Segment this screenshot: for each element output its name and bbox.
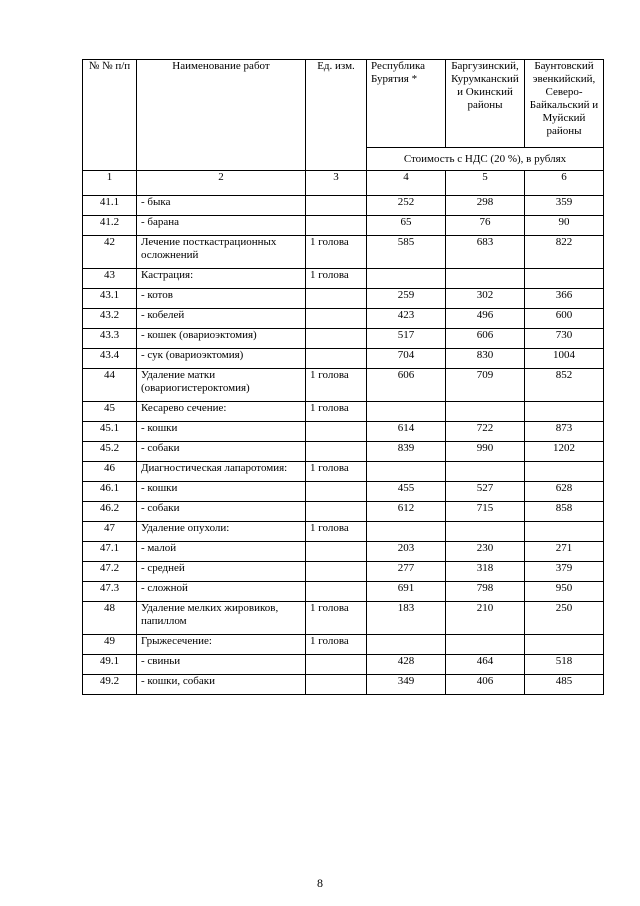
row-unit — [306, 422, 367, 442]
header-number: № № п/п — [83, 60, 137, 171]
table-row — [83, 329, 604, 349]
row-work-name: Удаление мелких жировиков, папиллом — [137, 602, 306, 635]
row-price-barguzin: 76 — [446, 216, 525, 236]
row-price-barguzin: 715 — [446, 502, 525, 522]
row-unit — [306, 216, 367, 236]
row-unit: 1 голова — [306, 369, 367, 402]
column-index-cell: 1 — [83, 171, 137, 196]
row-unit — [306, 542, 367, 562]
row-unit: 1 голова — [306, 602, 367, 635]
row-unit — [306, 582, 367, 602]
row-price-bauntov: 730 — [525, 329, 604, 349]
row-price-barguzin: 298 — [446, 196, 525, 216]
row-number: 47.1 — [83, 542, 137, 562]
row-unit — [306, 675, 367, 695]
row-price-barguzin: 302 — [446, 289, 525, 309]
row-unit: 1 голова — [306, 462, 367, 482]
table-row — [83, 522, 604, 542]
row-price-bauntov: 822 — [525, 236, 604, 269]
row-price-bauntov: 950 — [525, 582, 604, 602]
table-row — [83, 635, 604, 655]
row-price-barguzin — [446, 522, 525, 542]
row-price-buryatia: 691 — [367, 582, 446, 602]
row-price-buryatia: 259 — [367, 289, 446, 309]
row-price-barguzin: 230 — [446, 542, 525, 562]
row-number: 47.2 — [83, 562, 137, 582]
row-unit — [306, 502, 367, 522]
row-number: 41.2 — [83, 216, 137, 236]
row-price-barguzin: 830 — [446, 349, 525, 369]
column-index-cell: 5 — [446, 171, 525, 196]
row-price-bauntov: 1202 — [525, 442, 604, 462]
table-row — [83, 562, 604, 582]
row-price-buryatia — [367, 462, 446, 482]
row-work-name: - быка — [137, 196, 306, 216]
table-row — [83, 582, 604, 602]
row-price-bauntov — [525, 635, 604, 655]
row-number: 43 — [83, 269, 137, 289]
row-unit: 1 голова — [306, 635, 367, 655]
row-number: 43.4 — [83, 349, 137, 369]
table-row — [83, 675, 604, 695]
row-number: 43.2 — [83, 309, 137, 329]
table-row — [83, 502, 604, 522]
row-number: 41.1 — [83, 196, 137, 216]
row-unit — [306, 309, 367, 329]
row-number: 45 — [83, 402, 137, 422]
row-work-name: - малой — [137, 542, 306, 562]
row-price-buryatia: 252 — [367, 196, 446, 216]
table-row — [83, 602, 604, 635]
row-work-name: - кошки — [137, 482, 306, 502]
header-unit: Ед. изм. — [306, 60, 367, 171]
header-cost-note: Стоимость с НДС (20 %), в рублях — [367, 148, 604, 171]
row-work-name: - средней — [137, 562, 306, 582]
row-work-name: Удаление матки (овариогистероктомия) — [137, 369, 306, 402]
header-work-name: Наименование работ — [137, 60, 306, 171]
row-number: 46 — [83, 462, 137, 482]
row-price-barguzin: 722 — [446, 422, 525, 442]
row-price-bauntov: 1004 — [525, 349, 604, 369]
row-price-barguzin — [446, 462, 525, 482]
row-unit — [306, 442, 367, 462]
column-index-cell: 4 — [367, 171, 446, 196]
row-price-buryatia: 349 — [367, 675, 446, 695]
row-price-barguzin — [446, 635, 525, 655]
row-price-buryatia: 606 — [367, 369, 446, 402]
row-price-buryatia — [367, 269, 446, 289]
row-price-bauntov: 379 — [525, 562, 604, 582]
header-region-bauntov: Баунтовский эвенкийский, Северо-Байкальский и Муйский районы — [525, 60, 604, 148]
row-price-bauntov: 90 — [525, 216, 604, 236]
table-row — [83, 289, 604, 309]
table-row — [83, 349, 604, 369]
row-work-name: Грыжесечение: — [137, 635, 306, 655]
row-price-buryatia — [367, 522, 446, 542]
row-price-bauntov: 250 — [525, 602, 604, 635]
row-price-barguzin: 210 — [446, 602, 525, 635]
row-number: 47.3 — [83, 582, 137, 602]
row-price-barguzin: 709 — [446, 369, 525, 402]
table-header — [83, 60, 604, 196]
row-work-name: Удаление опухоли: — [137, 522, 306, 542]
header-region-buryatia: Республика Бурятия * — [367, 60, 446, 148]
page-number: 8 — [317, 876, 323, 890]
row-unit — [306, 196, 367, 216]
row-price-bauntov: 271 — [525, 542, 604, 562]
row-number: 49 — [83, 635, 137, 655]
row-price-buryatia: 704 — [367, 349, 446, 369]
row-work-name: - кошки, собаки — [137, 675, 306, 695]
row-price-bauntov: 366 — [525, 289, 604, 309]
table-row — [83, 422, 604, 442]
table-body — [83, 196, 604, 695]
row-number: 48 — [83, 602, 137, 635]
row-work-name: - собаки — [137, 502, 306, 522]
table-row — [83, 236, 604, 269]
column-index-cell: 6 — [525, 171, 604, 196]
row-price-barguzin: 683 — [446, 236, 525, 269]
row-price-buryatia: 585 — [367, 236, 446, 269]
row-work-name: - барана — [137, 216, 306, 236]
row-price-bauntov — [525, 269, 604, 289]
row-unit — [306, 329, 367, 349]
row-price-buryatia: 614 — [367, 422, 446, 442]
row-work-name: Лечение посткастрационных осложнений — [137, 236, 306, 269]
row-work-name: Диагностическая лапаротомия: — [137, 462, 306, 482]
row-number: 46.1 — [83, 482, 137, 502]
row-number: 45.1 — [83, 422, 137, 442]
column-index-row — [83, 171, 604, 196]
row-price-barguzin: 464 — [446, 655, 525, 675]
row-work-name: - кошек (овариоэктомия) — [137, 329, 306, 349]
row-price-barguzin: 527 — [446, 482, 525, 502]
row-price-barguzin: 606 — [446, 329, 525, 349]
row-price-buryatia — [367, 635, 446, 655]
row-price-barguzin: 798 — [446, 582, 525, 602]
row-number: 42 — [83, 236, 137, 269]
row-price-bauntov: 628 — [525, 482, 604, 502]
row-unit: 1 голова — [306, 522, 367, 542]
row-unit — [306, 562, 367, 582]
row-price-buryatia: 183 — [367, 602, 446, 635]
row-work-name: - сук (овариоэктомия) — [137, 349, 306, 369]
row-price-bauntov: 600 — [525, 309, 604, 329]
row-price-buryatia: 455 — [367, 482, 446, 502]
header-region-barguzin: Баргузинский, Курумканский и Окинский районы — [446, 60, 525, 148]
table-row — [83, 196, 604, 216]
row-price-barguzin — [446, 269, 525, 289]
row-work-name: - свиньи — [137, 655, 306, 675]
table-row — [83, 369, 604, 402]
row-unit — [306, 655, 367, 675]
row-work-name: Кесарево сечение: — [137, 402, 306, 422]
row-price-buryatia: 423 — [367, 309, 446, 329]
row-work-name: Кастрация: — [137, 269, 306, 289]
row-number: 43.3 — [83, 329, 137, 349]
row-number: 44 — [83, 369, 137, 402]
row-price-buryatia: 839 — [367, 442, 446, 462]
row-price-bauntov — [525, 522, 604, 542]
row-price-barguzin: 990 — [446, 442, 525, 462]
row-number: 49.2 — [83, 675, 137, 695]
row-price-bauntov: 518 — [525, 655, 604, 675]
table-row — [83, 655, 604, 675]
row-price-buryatia: 65 — [367, 216, 446, 236]
row-price-bauntov: 359 — [525, 196, 604, 216]
row-work-name: - кошки — [137, 422, 306, 442]
row-price-barguzin: 496 — [446, 309, 525, 329]
row-price-bauntov — [525, 402, 604, 422]
row-number: 46.2 — [83, 502, 137, 522]
row-number: 47 — [83, 522, 137, 542]
row-price-bauntov: 858 — [525, 502, 604, 522]
table-row — [83, 216, 604, 236]
row-price-barguzin — [446, 402, 525, 422]
row-price-buryatia: 428 — [367, 655, 446, 675]
table-row — [83, 442, 604, 462]
table-row — [83, 482, 604, 502]
row-work-name: - котов — [137, 289, 306, 309]
row-price-barguzin: 318 — [446, 562, 525, 582]
row-number: 43.1 — [83, 289, 137, 309]
price-table — [82, 59, 604, 695]
table-row — [83, 309, 604, 329]
table-row — [83, 402, 604, 422]
row-price-buryatia: 517 — [367, 329, 446, 349]
column-index-cell: 2 — [137, 171, 306, 196]
row-number: 49.1 — [83, 655, 137, 675]
row-price-bauntov — [525, 462, 604, 482]
row-price-buryatia: 203 — [367, 542, 446, 562]
row-price-buryatia: 612 — [367, 502, 446, 522]
row-price-barguzin: 406 — [446, 675, 525, 695]
row-price-bauntov: 852 — [525, 369, 604, 402]
row-work-name: - сложной — [137, 582, 306, 602]
row-unit: 1 голова — [306, 269, 367, 289]
row-unit — [306, 482, 367, 502]
row-number: 45.2 — [83, 442, 137, 462]
row-work-name: - кобелей — [137, 309, 306, 329]
table-row — [83, 542, 604, 562]
row-unit: 1 голова — [306, 402, 367, 422]
row-price-buryatia: 277 — [367, 562, 446, 582]
table-row — [83, 462, 604, 482]
column-index-cell: 3 — [306, 171, 367, 196]
table-row — [83, 269, 604, 289]
row-work-name: - собаки — [137, 442, 306, 462]
row-price-bauntov: 485 — [525, 675, 604, 695]
row-price-bauntov: 873 — [525, 422, 604, 442]
row-price-buryatia — [367, 402, 446, 422]
row-unit — [306, 349, 367, 369]
row-unit: 1 голова — [306, 236, 367, 269]
row-unit — [306, 289, 367, 309]
